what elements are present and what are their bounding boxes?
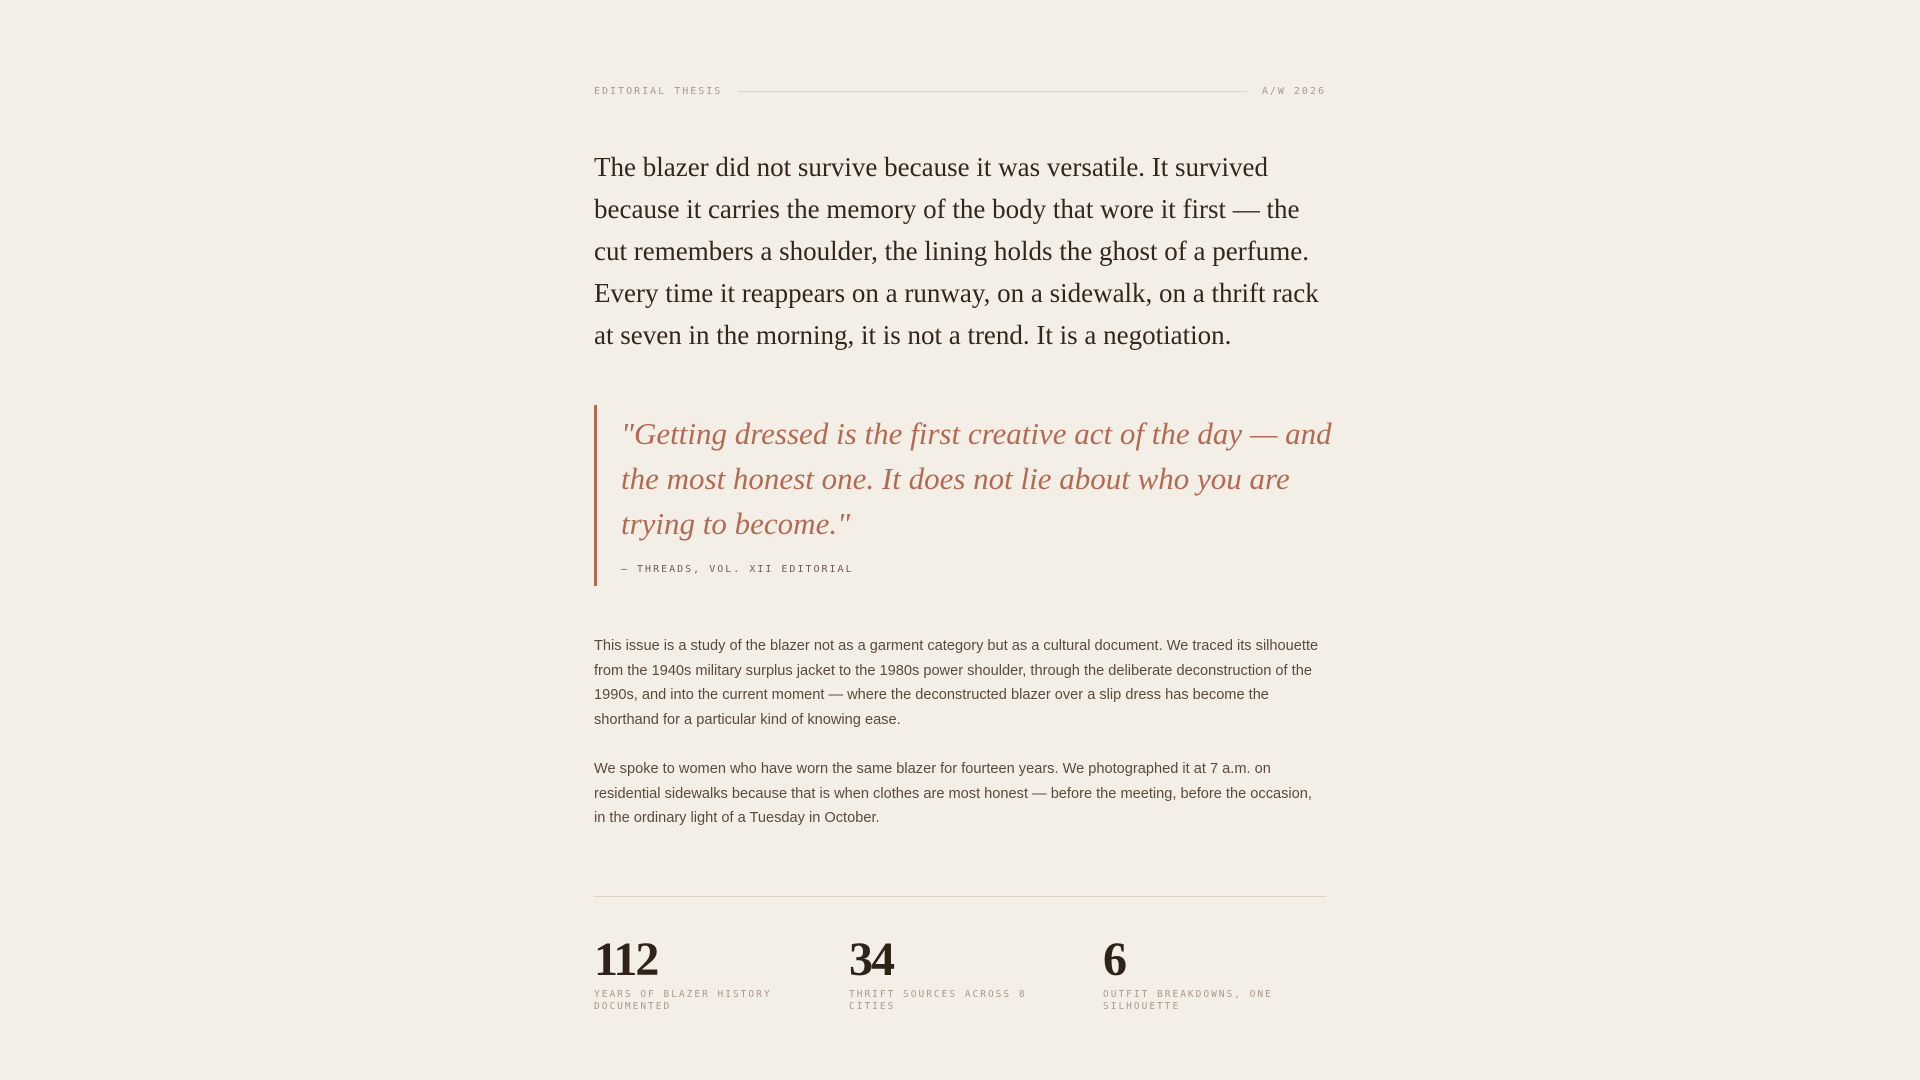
stat-years (594, 934, 794, 1013)
pull-quote-source: — THREADS, VOL. XII EDITORIAL (621, 564, 854, 575)
header-divider (738, 91, 1247, 92)
pull-quote-text: "Getting dressed is the first creative act of the day — and the most honest one. It does not lie about who you are trying to become." (621, 416, 1332, 541)
stat-label: THRIFT SOURCES ACROSS 8 CITIES (849, 989, 1027, 1012)
stat-value: 6 (1103, 933, 1125, 986)
body-paragraph: This issue is a study of the blazer not as a garment category but as a cultural document. We traced its silhouette from the 1940s military surplus jacket to the 1980s power shoulder, through the deliberate deconstruction of the 1990s, and into the current moment — where the deconstructed blazer over a slip dress has become the shorthand for a particular kind of knowing ease. (594, 638, 1319, 728)
stat-thrift-sources (849, 934, 1049, 1013)
stat-value: 112 (594, 933, 658, 986)
stat-label: YEARS OF BLAZER HISTORY DOCUMENTED (594, 989, 772, 1012)
section-label: EDITORIAL THESIS (594, 85, 723, 97)
stat-value: 34 (849, 933, 893, 986)
body-paragraph: We spoke to women who have worn the same blazer for fourteen years. We photographed it at 7 a.m. on residential sidewalks because that is when clothes are most honest — before the meeting, before the occasion, in the ordinary light of a Tuesday in October. (594, 761, 1312, 827)
stat-label: OUTFIT BREAKDOWNS, ONE SILHOUETTE (1103, 989, 1273, 1012)
thesis-paragraph: The blazer did not survive because it was versatile. It survived because it carries the memory of the body that wore it first — the cut remembers a shoulder, the lining holds the ghost of a perfume. Every time it reappears on a runway, on a sidewalk, on a thrift rack at seven in the morning, it is not a trend. It is a negotiation. (594, 152, 1319, 350)
stat-outfit-breakdowns (1103, 934, 1303, 1013)
section-header (594, 84, 1326, 98)
pull-quote (594, 405, 1332, 586)
stats-divider (594, 896, 1326, 897)
season-label: A/W 2026 (1261, 85, 1326, 97)
